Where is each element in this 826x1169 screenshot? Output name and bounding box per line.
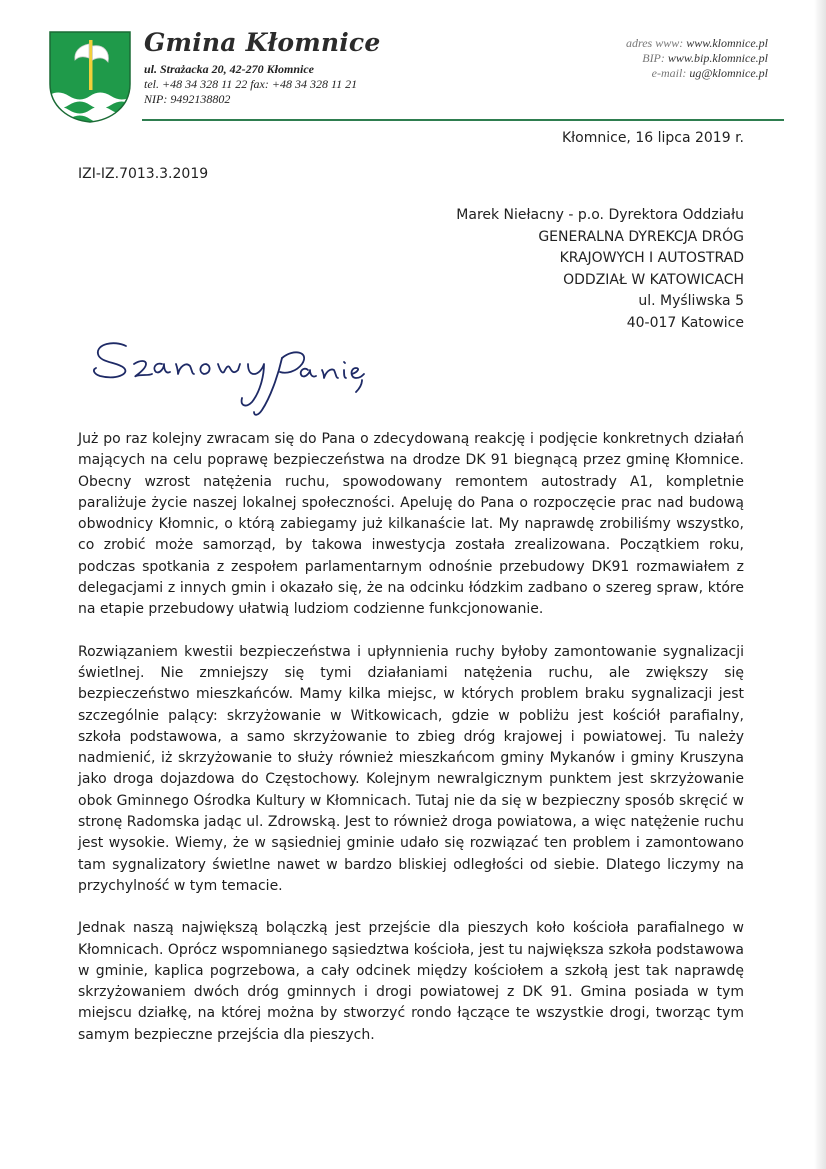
recipient-block [456, 205, 744, 334]
handwritten-salutation [86, 336, 366, 428]
body-paragraph-2: Rozwiązaniem kwestii bezpieczeństwa i upłynnienia ruchy byłoby zamontowanie sygnalizacji świetlnej. Nie zmniejszy się tymi działaniami natężenia ruchu, ale zwiększy się bezpieczeństwo mieszkańców. Mamy kilka miejsc, w których problem braku sygnalizacji jest szczególnie palący: skrzyżowanie w Witkowicach, gdzie w pobliżu jest kościół parafialny, szkoła podstawowa, a samo skrzyżowanie to zbieg dróg krajowej i powiatowej. Tu należy nadmienić, iż skrzyżowanie to służy również mieszkańcom gminy Mykanów i gminy Kruszyna jako droga dojazdowa do Częstochowy. Kolejnym newralgicznym punktem jest skrzyżowanie obok Gminnego Ośrodka Kultury w Kłomnicach. Tutaj nie da się w bezpieczny sposób skręcić w stronę Radomska jadąc ul. Zdrowską. Jest to również droga powiatowa, a więc natężenie ruchu jest wysokie. Wiemy, że w sąsiedniej gminie udało się rozwiązać ten problem i zamontowano tam sygnalizatory świetlne nawet w bardzo bliskiej odległości od siebie. Dlatego liczymy na przychylność w tym temacie. [78, 643, 744, 894]
contact-bip-link[interactable]: www.bip.klomnice.pl [667, 51, 768, 65]
axe-crest-icon [48, 30, 132, 124]
body-paragraph-1: Już po raz kolejny zwracam się do Pana o zdecydowaną reakcję i podjęcie konkretnych działań mających na celu poprawę bezpieczeństwa na drodze DK 91 biegnącą przez gminę Kłomnice. Obecny wzrost natężenia ruchu, spowodowany remontem autostrady A1, kompletnie paraliżuje życie naszej lokalnej społeczności. Apeluję do Pana o rozpoczęcie prac nad budową obwodnicy Kłomnic, o którą zabiegamy już kilkanaście lat. My naprawdę zrobiliśmy wszystko, co zrobić może samorząd, by takowa inwestycja została zrealizowana. Początkiem roku, podczas spotkania z zespołem parlamentarnym odnośnie przebudowy DK91 rozmawiałem z delegacjami z innych gmin i okazało się, że na odcinku łódzkim zadbano o szereg spraw, które na etapie przebudowy ułatwią ludziom codzienne funkcjonowanie. [78, 431, 744, 618]
organization-phone-fax: tel. +48 34 328 11 22 fax: +48 34 328 11 21 [144, 77, 358, 91]
contact-www-row [626, 36, 768, 51]
recipient-street: ul. Myśliwska 5 [638, 293, 744, 309]
organization-address: ul. Strażacka 20, 42-270 Kłomnice [144, 62, 315, 76]
organization-name: Gmina Kłomnice [144, 28, 381, 57]
contact-bip-label: BIP: [642, 51, 665, 65]
body-paragraph-3: Jednak naszą największą bolączką jest przejście dla pieszych koło kościoła parafialnego w Kłomnicach. Oprócz wspomnianego sąsiedztwa kościoła, jest tu największa szkoła podstawowa w gminie, kaplica pogrzebowa, a cały odcinek między kościołem a szkołą jest tak naprawdę skrzyżowaniem dwóch dróg gminnych i drogi powiatowej z DK 91. Gmina posiada w tym miejscu działkę, na której można by stworzyć rondo łączące te wszystkie drogi, tworząc tym samym bezpieczne przejścia dla pieszych. [78, 920, 744, 1043]
recipient-org-line-1: GENERALNA DYREKCJA DRÓG [538, 228, 744, 245]
organization-details [144, 62, 357, 107]
contact-email-link[interactable]: ug@klomnice.pl [689, 66, 768, 80]
contact-www-link[interactable]: www.klomnice.pl [686, 36, 768, 50]
organization-nip: NIP: 9492138802 [144, 92, 231, 106]
recipient-name: Marek Niełacny - p.o. Dyrektora Oddziału [456, 207, 744, 223]
recipient-org-line-3: ODDZIAŁ W KATOWICACH [563, 271, 744, 288]
reference-number: IZI-IZ.7013.3.2019 [78, 166, 209, 182]
letter-date: Kłomnice, 16 lipca 2019 r. [562, 130, 744, 146]
letter-body [78, 429, 744, 1067]
contact-www-label: adres www: [625, 36, 684, 50]
recipient-postcode-city: 40-017 Katowice [626, 314, 744, 331]
header-divider [142, 119, 784, 121]
contact-bip-row [626, 51, 768, 66]
contact-email-label: e-mail: [651, 66, 687, 80]
recipient-org-line-2: KRAJOWYCH I AUTOSTRAD [559, 250, 744, 266]
organization-contacts [626, 36, 768, 81]
contact-email-row [626, 66, 768, 81]
scan-edge-shadow [814, 0, 826, 1169]
